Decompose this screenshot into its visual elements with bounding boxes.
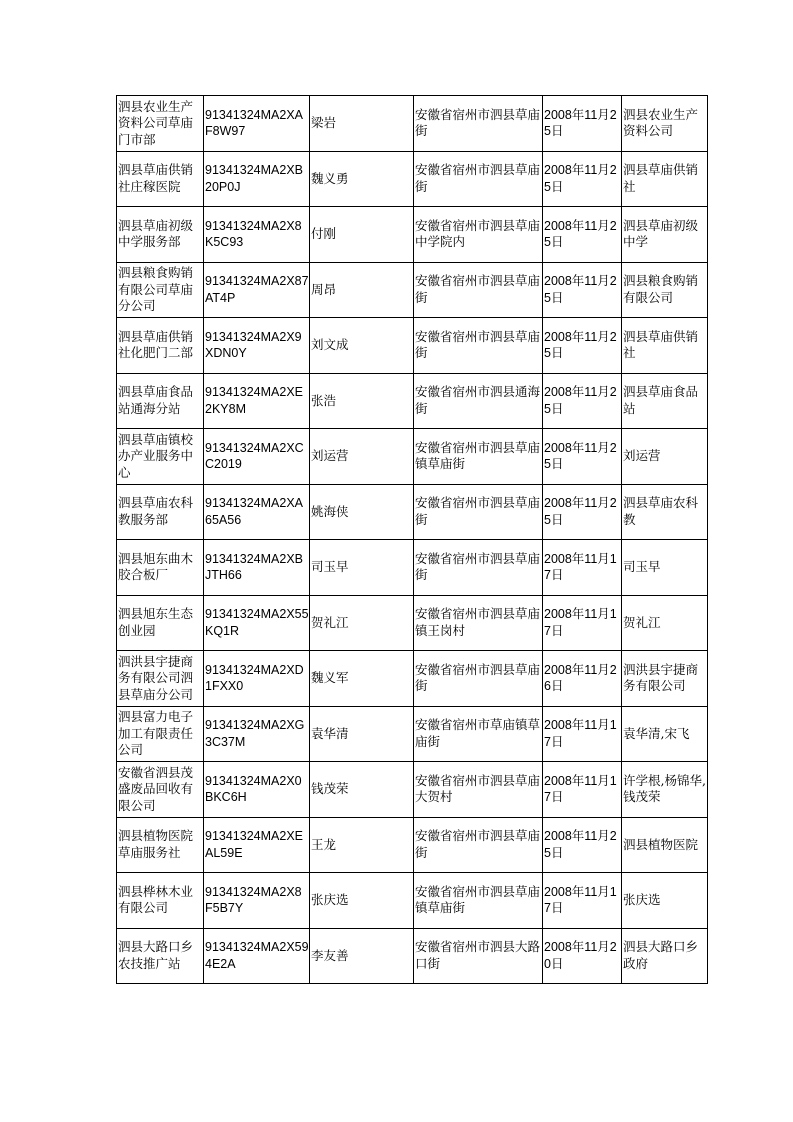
cell-organization: 泗洪县宇捷商务有限公司 bbox=[622, 651, 708, 707]
cell-organization: 贺礼江 bbox=[622, 595, 708, 651]
cell-address: 安徽省宿州市泗县草庙街 bbox=[414, 262, 543, 318]
table-row bbox=[117, 873, 708, 929]
cell-credit-code: 91341324MA2XEAL59E bbox=[204, 817, 310, 873]
cell-company-name: 泗县农业生产资料公司草庙门市部 bbox=[117, 96, 204, 152]
cell-organization: 泗县草庙食品站 bbox=[622, 373, 708, 429]
cell-legal-person: 魏义勇 bbox=[310, 151, 414, 207]
cell-legal-person: 刘运营 bbox=[310, 429, 414, 485]
cell-legal-person: 周昂 bbox=[310, 262, 414, 318]
cell-company-name: 泗县旭东生态创业园 bbox=[117, 595, 204, 651]
cell-organization: 袁华清,宋飞 bbox=[622, 706, 708, 762]
cell-address: 安徽省宿州市泗县草庙镇草庙街 bbox=[414, 429, 543, 485]
cell-credit-code: 91341324MA2X87AT4P bbox=[204, 262, 310, 318]
cell-company-name: 泗县草庙农科教服务部 bbox=[117, 484, 204, 540]
cell-legal-person: 张庆选 bbox=[310, 873, 414, 929]
cell-credit-code: 91341324MA2X55KQ1R bbox=[204, 595, 310, 651]
cell-date: 2008年11月17日 bbox=[543, 873, 622, 929]
cell-credit-code: 91341324MA2X594E2A bbox=[204, 928, 310, 984]
table-row bbox=[117, 928, 708, 984]
table-row bbox=[117, 484, 708, 540]
cell-address: 安徽省宿州市泗县草庙街 bbox=[414, 96, 543, 152]
cell-date: 2008年11月26日 bbox=[543, 651, 622, 707]
cell-company-name: 泗县草庙初级中学服务部 bbox=[117, 207, 204, 263]
cell-company-name: 泗县旭东曲木胶合板厂 bbox=[117, 540, 204, 596]
cell-address: 安徽省宿州市泗县草庙街 bbox=[414, 651, 543, 707]
cell-organization: 张庆选 bbox=[622, 873, 708, 929]
cell-date: 2008年11月25日 bbox=[543, 484, 622, 540]
table-row bbox=[117, 373, 708, 429]
cell-legal-person: 李友善 bbox=[310, 928, 414, 984]
cell-date: 2008年11月25日 bbox=[543, 96, 622, 152]
cell-credit-code: 91341324MA2XBJTH66 bbox=[204, 540, 310, 596]
table-row bbox=[117, 207, 708, 263]
table-row bbox=[117, 96, 708, 152]
cell-organization: 司玉早 bbox=[622, 540, 708, 596]
cell-company-name: 安徽省泗县茂盛废品回收有限公司 bbox=[117, 762, 204, 818]
cell-credit-code: 91341324MA2X9XDN0Y bbox=[204, 318, 310, 374]
cell-address: 安徽省宿州市泗县草庙镇草庙街 bbox=[414, 873, 543, 929]
cell-credit-code: 91341324MA2XD1FXX0 bbox=[204, 651, 310, 707]
cell-legal-person: 司玉早 bbox=[310, 540, 414, 596]
cell-organization: 泗县粮食购销有限公司 bbox=[622, 262, 708, 318]
cell-date: 2008年11月25日 bbox=[543, 429, 622, 485]
cell-legal-person: 钱茂荣 bbox=[310, 762, 414, 818]
cell-credit-code: 91341324MA2X0BKC6H bbox=[204, 762, 310, 818]
cell-credit-code: 91341324MA2X8F5B7Y bbox=[204, 873, 310, 929]
cell-legal-person: 贺礼江 bbox=[310, 595, 414, 651]
cell-date: 2008年11月25日 bbox=[543, 817, 622, 873]
cell-legal-person: 付刚 bbox=[310, 207, 414, 263]
cell-company-name: 泗县草庙供销社庄稼医院 bbox=[117, 151, 204, 207]
cell-company-name: 泗县富力电子加工有限责任公司 bbox=[117, 706, 204, 762]
cell-company-name: 泗洪县宇捷商务有限公司泗县草庙分公司 bbox=[117, 651, 204, 707]
cell-company-name: 泗县桦林木业有限公司 bbox=[117, 873, 204, 929]
table-body bbox=[117, 96, 708, 984]
table-row bbox=[117, 540, 708, 596]
cell-date: 2008年11月17日 bbox=[543, 762, 622, 818]
cell-credit-code: 91341324MA2XA65A56 bbox=[204, 484, 310, 540]
cell-address: 安徽省宿州市泗县通海街 bbox=[414, 373, 543, 429]
cell-organization: 许学根,杨锦华,钱茂荣 bbox=[622, 762, 708, 818]
table-row bbox=[117, 817, 708, 873]
cell-date: 2008年11月17日 bbox=[543, 595, 622, 651]
cell-date: 2008年11月20日 bbox=[543, 928, 622, 984]
cell-company-name: 泗县植物医院草庙服务社 bbox=[117, 817, 204, 873]
cell-legal-person: 姚海侠 bbox=[310, 484, 414, 540]
table-row bbox=[117, 651, 708, 707]
table-row bbox=[117, 762, 708, 818]
cell-legal-person: 张浩 bbox=[310, 373, 414, 429]
cell-date: 2008年11月25日 bbox=[543, 151, 622, 207]
cell-date: 2008年11月25日 bbox=[543, 373, 622, 429]
cell-address: 安徽省宿州市泗县草庙街 bbox=[414, 540, 543, 596]
table-row bbox=[117, 151, 708, 207]
cell-credit-code: 91341324MA2XB20P0J bbox=[204, 151, 310, 207]
cell-address: 安徽省宿州市草庙镇草庙街 bbox=[414, 706, 543, 762]
cell-legal-person: 王龙 bbox=[310, 817, 414, 873]
cell-address: 安徽省宿州市泗县草庙街 bbox=[414, 817, 543, 873]
table-row bbox=[117, 262, 708, 318]
cell-date: 2008年11月25日 bbox=[543, 318, 622, 374]
cell-legal-person: 刘文成 bbox=[310, 318, 414, 374]
cell-address: 安徽省宿州市泗县草庙街 bbox=[414, 151, 543, 207]
cell-credit-code: 91341324MA2XG3C37M bbox=[204, 706, 310, 762]
cell-company-name: 泗县草庙镇校办产业服务中心 bbox=[117, 429, 204, 485]
cell-legal-person: 梁岩 bbox=[310, 96, 414, 152]
registry-table bbox=[116, 95, 708, 984]
cell-address: 安徽省宿州市泗县草庙中学院内 bbox=[414, 207, 543, 263]
cell-credit-code: 91341324MA2XCC2019 bbox=[204, 429, 310, 485]
cell-credit-code: 91341324MA2X8K5C93 bbox=[204, 207, 310, 263]
cell-organization: 泗县农业生产资料公司 bbox=[622, 96, 708, 152]
cell-company-name: 泗县大路口乡农技推广站 bbox=[117, 928, 204, 984]
table-row bbox=[117, 429, 708, 485]
cell-date: 2008年11月17日 bbox=[543, 540, 622, 596]
cell-date: 2008年11月17日 bbox=[543, 706, 622, 762]
cell-organization: 泗县草庙初级中学 bbox=[622, 207, 708, 263]
table-row bbox=[117, 318, 708, 374]
cell-organization: 刘运营 bbox=[622, 429, 708, 485]
cell-legal-person: 魏义军 bbox=[310, 651, 414, 707]
cell-address: 安徽省宿州市泗县草庙街 bbox=[414, 484, 543, 540]
cell-organization: 泗县植物医院 bbox=[622, 817, 708, 873]
cell-address: 安徽省宿州市泗县草庙镇王岗村 bbox=[414, 595, 543, 651]
cell-legal-person: 袁华清 bbox=[310, 706, 414, 762]
cell-company-name: 泗县粮食购销有限公司草庙分公司 bbox=[117, 262, 204, 318]
cell-company-name: 泗县草庙供销社化肥门二部 bbox=[117, 318, 204, 374]
table-row bbox=[117, 706, 708, 762]
cell-organization: 泗县大路口乡政府 bbox=[622, 928, 708, 984]
cell-date: 2008年11月25日 bbox=[543, 207, 622, 263]
cell-address: 安徽省宿州市泗县草庙街 bbox=[414, 318, 543, 374]
cell-organization: 泗县草庙供销社 bbox=[622, 318, 708, 374]
cell-credit-code: 91341324MA2XE2KY8M bbox=[204, 373, 310, 429]
cell-date: 2008年11月25日 bbox=[543, 262, 622, 318]
cell-company-name: 泗县草庙食品站通海分站 bbox=[117, 373, 204, 429]
table-row bbox=[117, 595, 708, 651]
cell-credit-code: 91341324MA2XAF8W97 bbox=[204, 96, 310, 152]
cell-organization: 泗县草庙供销社 bbox=[622, 151, 708, 207]
cell-organization: 泗县草庙农科教 bbox=[622, 484, 708, 540]
cell-address: 安徽省宿州市泗县草庙大贺村 bbox=[414, 762, 543, 818]
cell-address: 安徽省宿州市泗县大路口街 bbox=[414, 928, 543, 984]
